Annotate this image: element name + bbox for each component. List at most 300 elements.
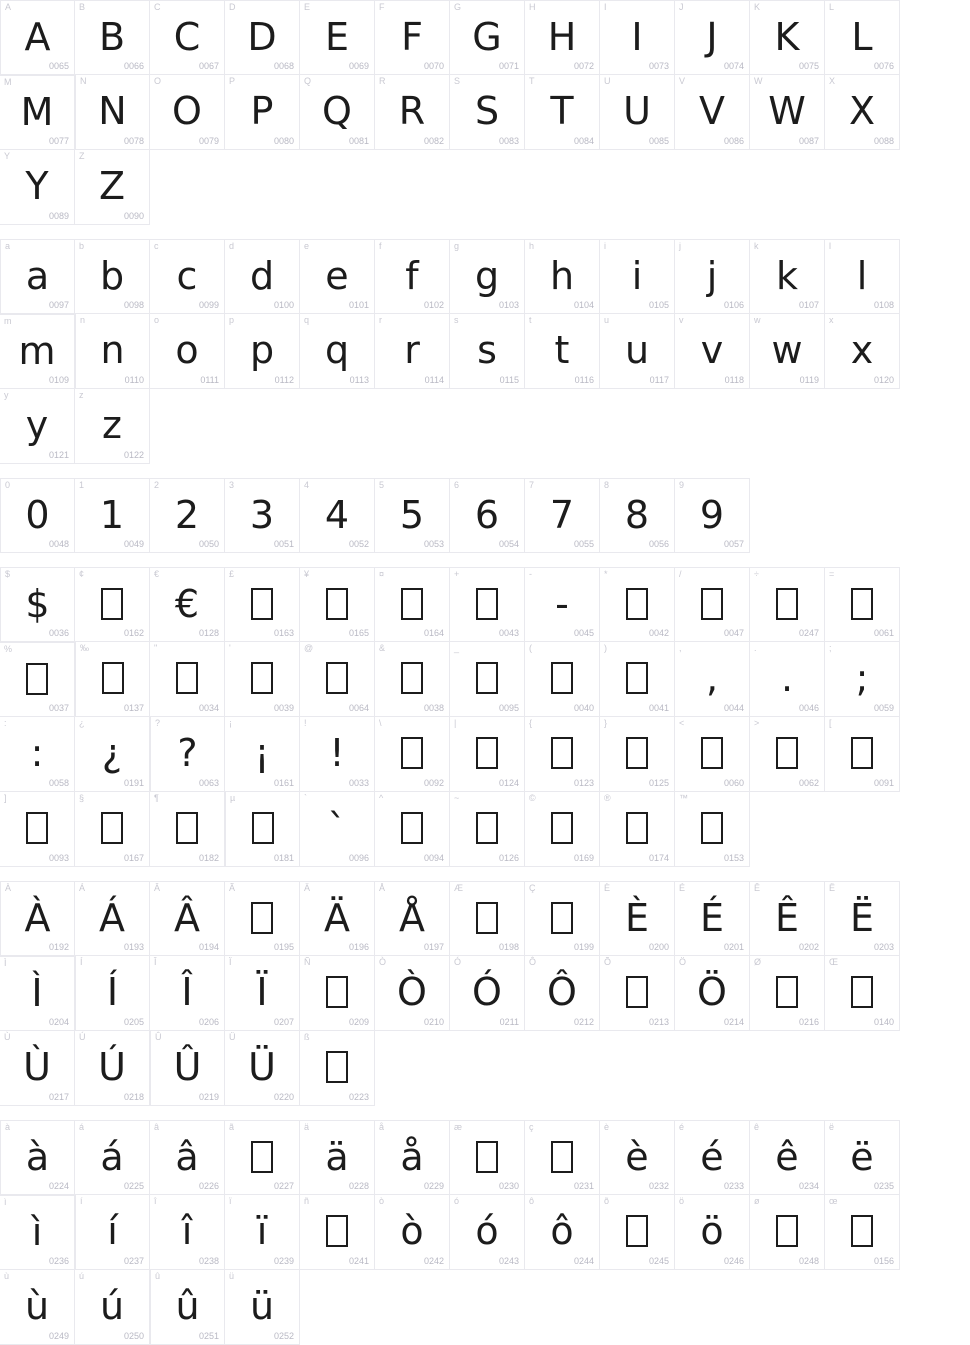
glyph-cell[interactable] — [525, 75, 600, 150]
glyph-cell-code: 0113 — [349, 375, 369, 385]
glyph-cell[interactable] — [525, 478, 600, 553]
glyph-cell[interactable] — [375, 478, 450, 553]
glyph-cell[interactable] — [0, 717, 75, 792]
glyph-cell[interactable] — [75, 956, 150, 1031]
glyph-cell[interactable] — [600, 881, 675, 956]
glyph-cell[interactable] — [0, 956, 75, 1031]
glyph-cell[interactable] — [375, 642, 450, 717]
glyph-cell-code: 0090 — [123, 211, 144, 221]
glyph-cell[interactable] — [750, 717, 825, 792]
glyph-cell-char-label: 0 — [5, 480, 11, 490]
glyph-cell[interactable] — [0, 239, 75, 314]
glyph-character: Z — [98, 164, 126, 208]
glyph-cell[interactable] — [225, 567, 300, 642]
glyph-cell-char-label: Ì — [4, 958, 7, 968]
glyph-cell-char-label: - — [529, 569, 532, 579]
glyph-cell[interactable] — [300, 717, 375, 792]
glyph-cell-code: 0058 — [48, 778, 69, 788]
glyph-cell[interactable] — [825, 239, 900, 314]
glyph-character: 4 — [324, 492, 350, 537]
glyph-character: í — [107, 1209, 118, 1253]
glyph-cell[interactable] — [300, 0, 375, 75]
glyph-character: z — [102, 403, 122, 447]
glyph-character: ï — [256, 1209, 268, 1253]
glyph-cell[interactable] — [525, 717, 600, 792]
glyph-character: j — [706, 253, 718, 298]
glyph-cell-code: 0115 — [499, 375, 519, 385]
glyph-character: r — [404, 328, 420, 372]
glyph-character: ú — [99, 1284, 125, 1328]
glyph-cell[interactable] — [150, 478, 225, 553]
glyph-character: é — [700, 1134, 724, 1179]
glyph-cell-char-label: Á — [79, 883, 86, 893]
glyph-cell-code: 0195 — [273, 942, 294, 952]
glyph-cell-code: 0214 — [723, 1017, 744, 1027]
glyph-character: E — [324, 14, 349, 59]
glyph-cell[interactable] — [150, 239, 225, 314]
glyph-cell-code: 0056 — [648, 539, 669, 549]
glyph-cell[interactable] — [0, 642, 75, 717]
glyph-cell[interactable] — [75, 1031, 150, 1106]
glyph-cell[interactable] — [825, 75, 900, 150]
glyph-cell-code: 0228 — [348, 1181, 369, 1191]
glyph-cell[interactable] — [150, 1195, 225, 1270]
glyph-cell-char-label: O — [154, 76, 162, 86]
glyph-cell[interactable] — [450, 75, 525, 150]
glyph-cell[interactable] — [600, 792, 675, 867]
glyph-cell[interactable] — [300, 478, 375, 553]
glyph-cell-char-label: Ò — [379, 957, 387, 967]
glyph-cell-code: 0119 — [799, 375, 819, 385]
glyph-cell-code: 0234 — [798, 1181, 819, 1191]
glyph-character: 3 — [249, 492, 275, 537]
glyph-cell[interactable] — [675, 956, 750, 1031]
glyph-cell[interactable] — [675, 792, 750, 867]
glyph-cell[interactable] — [450, 478, 525, 553]
glyph-cell[interactable] — [150, 642, 225, 717]
glyph-character: o — [175, 328, 199, 372]
glyph-character: 1 — [99, 492, 125, 537]
glyph-cell[interactable] — [450, 956, 525, 1031]
glyph-cell-char-label: ¿ — [79, 718, 85, 728]
glyph-cell[interactable] — [450, 1195, 525, 1270]
glyph-cell[interactable] — [75, 567, 150, 642]
glyph-cell-code: 0073 — [648, 61, 669, 71]
glyph-cell[interactable] — [0, 389, 75, 464]
glyph-cell[interactable] — [825, 642, 900, 717]
glyph-cell[interactable] — [525, 956, 600, 1031]
glyph-cell[interactable] — [600, 0, 675, 75]
glyph-cell[interactable] — [450, 239, 525, 314]
glyph-cell-char-label: A — [5, 2, 12, 12]
glyph-cell-char-label: | — [454, 718, 457, 728]
glyph-character: ò — [400, 1209, 424, 1253]
glyph-cell[interactable] — [750, 75, 825, 150]
glyph-character: U — [623, 89, 651, 133]
glyph-cell[interactable] — [75, 150, 150, 225]
glyph-cell[interactable] — [300, 642, 375, 717]
glyph-cell[interactable] — [525, 881, 600, 956]
glyph-cell[interactable] — [450, 1120, 525, 1195]
glyph-cell[interactable] — [225, 792, 300, 867]
glyph-cell-char-label: é — [679, 1122, 685, 1132]
glyph-cell[interactable] — [75, 1270, 150, 1345]
glyph-cell[interactable] — [675, 0, 750, 75]
glyph-cell-char-label: W — [754, 76, 763, 86]
glyph-cell[interactable] — [75, 642, 150, 717]
glyph-cell-code: 0218 — [123, 1092, 144, 1102]
glyph-cell[interactable] — [375, 1120, 450, 1195]
glyph-cell-code: 0224 — [48, 1181, 69, 1191]
glyph-cell[interactable] — [300, 567, 375, 642]
glyph-cell[interactable] — [600, 314, 675, 389]
glyph-cell-code: 0164 — [423, 628, 444, 638]
glyph-cell[interactable] — [300, 75, 375, 150]
glyph-cell-code: 0193 — [123, 942, 144, 952]
glyph-cell[interactable] — [750, 239, 825, 314]
glyph-cell[interactable] — [525, 314, 600, 389]
glyph-cell[interactable] — [600, 642, 675, 717]
glyph-cell-code: 0192 — [48, 942, 69, 952]
glyph-cell-code: 0231 — [573, 1181, 594, 1191]
glyph-cell[interactable] — [75, 717, 150, 792]
glyph-cell-code: 0105 — [648, 300, 669, 310]
glyph-cell-code: 0092 — [423, 778, 444, 788]
glyph-cell-code: 0216 — [798, 1017, 819, 1027]
glyph-cell-char-label: g — [454, 241, 460, 251]
glyph-cell-char-label: Û — [155, 1032, 162, 1042]
glyph-cell[interactable] — [525, 1120, 600, 1195]
glyph-cell-char-label: ^ — [379, 793, 384, 803]
glyph-cell-char-label: o — [154, 315, 160, 325]
glyph-cell-code: 0182 — [198, 853, 219, 863]
glyph-character: ¿ — [101, 731, 123, 775]
glyph-cell[interactable] — [825, 1120, 900, 1195]
glyph-cell-char-label: Ã — [229, 883, 236, 893]
glyph-character: 6 — [474, 492, 500, 537]
glyph-cell-code: 0210 — [423, 1017, 444, 1027]
glyph-cell[interactable] — [150, 717, 225, 792]
glyph-cell-char-label: Ê — [754, 883, 761, 893]
glyph-cell-code: 0153 — [723, 853, 744, 863]
glyph-cell[interactable] — [0, 0, 75, 75]
glyph-cell[interactable] — [0, 881, 75, 956]
glyph-cell-code: 0161 — [273, 778, 294, 788]
glyph-cell[interactable] — [0, 478, 75, 553]
glyph-cell[interactable] — [675, 478, 750, 553]
glyph-cell[interactable] — [0, 150, 75, 225]
glyph-cell[interactable] — [300, 956, 375, 1031]
glyph-cell-code: 0163 — [273, 628, 294, 638]
glyph-cell[interactable] — [675, 881, 750, 956]
glyph-cell[interactable] — [600, 1120, 675, 1195]
glyph-character: Î — [181, 970, 193, 1014]
glyph-cell[interactable] — [375, 792, 450, 867]
glyph-character: ü — [249, 1284, 275, 1328]
glyph-cell[interactable] — [825, 314, 900, 389]
glyph-character: b — [99, 253, 125, 298]
glyph-cell[interactable] — [150, 1270, 225, 1345]
glyph-cell[interactable] — [225, 1270, 300, 1345]
glyph-cell-code: 0102 — [423, 300, 444, 310]
glyph-cell-char-label: ® — [604, 793, 611, 803]
glyph-cell-code: 0206 — [198, 1017, 219, 1027]
glyph-cell[interactable] — [825, 567, 900, 642]
glyph-cell-char-label: Î — [154, 957, 157, 967]
glyph-cell[interactable] — [525, 1195, 600, 1270]
glyph-cell[interactable] — [225, 0, 300, 75]
glyph-cell-char-label: + — [454, 569, 460, 579]
glyph-cell-char-label: G — [454, 2, 462, 12]
glyph-cell[interactable] — [0, 1195, 75, 1270]
glyph-character: 5 — [399, 492, 425, 537]
glyph-cell[interactable] — [225, 881, 300, 956]
glyph-cell[interactable] — [150, 75, 225, 150]
glyph-cell[interactable] — [825, 956, 900, 1031]
glyph-cell[interactable] — [450, 0, 525, 75]
glyph-cell[interactable] — [150, 956, 225, 1031]
glyph-cell[interactable] — [150, 881, 225, 956]
glyph-cell[interactable] — [75, 0, 150, 75]
glyph-cell[interactable] — [300, 239, 375, 314]
glyph-cell[interactable] — [600, 717, 675, 792]
glyph-cell[interactable] — [825, 1195, 900, 1270]
glyph-cell-char-label: ¥ — [304, 569, 310, 579]
glyph-cell[interactable] — [75, 881, 150, 956]
glyph-cell[interactable] — [300, 314, 375, 389]
glyph-cell[interactable] — [750, 567, 825, 642]
glyph-cell-code: 0122 — [123, 450, 144, 460]
glyph-cell-code: 0094 — [423, 853, 444, 863]
glyph-cell[interactable] — [675, 642, 750, 717]
glyph-cell[interactable] — [375, 314, 450, 389]
glyph-cell-code: 0052 — [348, 539, 369, 549]
glyph-cell-char-label: ' — [229, 643, 231, 653]
glyph-cell[interactable] — [150, 792, 225, 867]
glyph-cell[interactable] — [225, 75, 300, 150]
glyph-cell[interactable] — [0, 792, 75, 867]
glyph-character: è — [625, 1134, 649, 1179]
glyph-cell[interactable] — [600, 1195, 675, 1270]
glyph-cell[interactable] — [750, 881, 825, 956]
glyph-cell-char-label: M — [4, 77, 12, 87]
glyph-cell[interactable] — [300, 1195, 375, 1270]
glyph-cell[interactable] — [150, 1120, 225, 1195]
glyph-cell-char-label: Ü — [229, 1032, 236, 1042]
glyph-block-uppercase-latin — [0, 0, 970, 225]
glyph-character: Ä — [324, 895, 350, 940]
glyph-cell[interactable] — [150, 314, 225, 389]
glyph-cell[interactable] — [450, 881, 525, 956]
glyph-cell-char-label: Z — [79, 151, 85, 161]
glyph-block-accented-lowercase — [0, 1120, 970, 1345]
glyph-character: Ê — [774, 895, 799, 940]
glyph-cell[interactable] — [0, 1270, 75, 1345]
glyph-cell[interactable] — [675, 314, 750, 389]
glyph-cell[interactable] — [75, 239, 150, 314]
glyph-cell[interactable] — [525, 792, 600, 867]
glyph-cell-code: 0072 — [573, 61, 594, 71]
glyph-cell-char-label: § — [79, 793, 85, 803]
glyph-cell[interactable] — [450, 717, 525, 792]
glyph-cell-char-label: œ — [829, 1196, 838, 1206]
glyph-character: â — [175, 1134, 199, 1179]
glyph-cell-code: 0036 — [48, 628, 69, 638]
glyph-cell[interactable] — [75, 75, 150, 150]
glyph-cell-char-label: I — [604, 2, 607, 12]
glyph-cell-code: 0053 — [423, 539, 444, 549]
glyph-cell-char-label: T — [529, 76, 535, 86]
glyph-character: . — [780, 656, 794, 700]
glyph-cell[interactable] — [675, 567, 750, 642]
glyph-cell-code: 0039 — [273, 703, 294, 713]
glyph-cell-code: 0126 — [498, 853, 519, 863]
glyph-cell[interactable] — [525, 567, 600, 642]
glyph-cell[interactable] — [225, 956, 300, 1031]
glyph-cell[interactable] — [750, 1195, 825, 1270]
glyph-cell[interactable] — [750, 0, 825, 75]
glyph-character: J — [706, 14, 718, 59]
glyph-cell-char-label: v — [679, 315, 684, 325]
glyph-cell-code: 0125 — [648, 778, 669, 788]
glyph-cell-char-label: @ — [304, 643, 314, 653]
glyph-cell[interactable] — [600, 239, 675, 314]
glyph-cell[interactable] — [225, 239, 300, 314]
glyph-cell[interactable] — [0, 1031, 75, 1106]
glyph-cell[interactable] — [675, 1120, 750, 1195]
glyph-cell-code: 0079 — [198, 136, 219, 146]
glyph-cell-char-label: Å — [379, 883, 386, 893]
glyph-cell-code: 0241 — [348, 1256, 369, 1266]
glyph-cell[interactable] — [675, 75, 750, 150]
glyph-character: a — [25, 253, 50, 298]
glyph-cell-code: 0235 — [873, 1181, 894, 1191]
glyph-cell[interactable] — [450, 567, 525, 642]
glyph-cell[interactable] — [300, 1031, 375, 1106]
glyph-cell[interactable] — [75, 1120, 150, 1195]
glyph-cell-code: 0249 — [48, 1331, 69, 1341]
glyph-cell[interactable] — [375, 239, 450, 314]
glyph-cell[interactable] — [150, 567, 225, 642]
glyph-cell-char-label: 8 — [604, 480, 610, 490]
glyph-cell[interactable] — [75, 314, 150, 389]
glyph-cell[interactable] — [750, 1120, 825, 1195]
glyph-cell[interactable] — [225, 642, 300, 717]
glyph-character: x — [850, 328, 874, 372]
glyph-cell-code: 0085 — [648, 136, 669, 146]
glyph-cell-char-label: N — [80, 76, 87, 86]
glyph-character: ¡ — [254, 731, 270, 775]
glyph-cell[interactable] — [600, 75, 675, 150]
glyph-cell[interactable] — [225, 1195, 300, 1270]
glyph-cell[interactable] — [825, 717, 900, 792]
glyph-character: ; — [855, 656, 869, 700]
glyph-cell[interactable] — [600, 478, 675, 553]
glyph-cell[interactable] — [750, 956, 825, 1031]
glyph-cell-code: 0067 — [198, 61, 219, 71]
glyph-cell[interactable] — [825, 0, 900, 75]
glyph-cell[interactable] — [375, 956, 450, 1031]
glyph-cell[interactable] — [375, 881, 450, 956]
glyph-cell-code: 0137 — [123, 703, 144, 713]
glyph-cell[interactable] — [450, 314, 525, 389]
glyph-cell-char-label: ™ — [679, 793, 688, 803]
glyph-cell[interactable] — [150, 0, 225, 75]
glyph-cell[interactable] — [375, 717, 450, 792]
glyph-cell[interactable] — [525, 642, 600, 717]
glyph-cell[interactable] — [825, 881, 900, 956]
glyph-cell-code: 0099 — [198, 300, 219, 310]
glyph-cell[interactable] — [375, 1195, 450, 1270]
glyph-cell[interactable] — [225, 717, 300, 792]
glyph-cell[interactable] — [0, 1120, 75, 1195]
glyph-character: 2 — [174, 492, 200, 537]
glyph-cell[interactable] — [300, 881, 375, 956]
glyph-cell-code: 0233 — [723, 1181, 744, 1191]
glyph-character: R — [398, 89, 426, 133]
glyph-cell-char-label: à — [5, 1122, 11, 1132]
glyph-cell-char-label: s — [454, 315, 459, 325]
glyph-cell[interactable] — [600, 956, 675, 1031]
glyph-cell[interactable] — [525, 0, 600, 75]
glyph-character: k — [775, 253, 798, 298]
glyph-cell[interactable] — [375, 0, 450, 75]
glyph-cell[interactable] — [675, 239, 750, 314]
glyph-cell-code: 0194 — [198, 942, 219, 952]
glyph-cell[interactable] — [600, 567, 675, 642]
glyph-cell[interactable] — [225, 1031, 300, 1106]
glyph-cell-code: 0213 — [648, 1017, 669, 1027]
glyph-cell[interactable] — [375, 75, 450, 150]
glyph-character: i — [631, 253, 643, 298]
glyph-cell[interactable] — [450, 792, 525, 867]
glyph-cell-code: 0038 — [423, 703, 444, 713]
glyph-cell[interactable] — [750, 314, 825, 389]
glyph-cell[interactable] — [0, 75, 75, 150]
glyph-cell[interactable] — [75, 792, 150, 867]
glyph-cell[interactable] — [525, 239, 600, 314]
glyph-cell[interactable] — [300, 792, 375, 867]
glyph-cell[interactable] — [300, 1120, 375, 1195]
glyph-cell[interactable] — [750, 642, 825, 717]
glyph-cell[interactable] — [75, 478, 150, 553]
glyph-cell[interactable] — [0, 314, 75, 389]
glyph-cell[interactable] — [450, 642, 525, 717]
glyph-cell-code: 0086 — [723, 136, 744, 146]
glyph-cell[interactable] — [375, 567, 450, 642]
glyph-cell[interactable] — [75, 1195, 150, 1270]
glyph-character: û — [175, 1284, 200, 1328]
glyph-cell-char-label: D — [229, 2, 236, 12]
glyph-character: l — [856, 253, 868, 298]
glyph-cell[interactable] — [675, 1195, 750, 1270]
glyph-cell-code: 0076 — [873, 61, 894, 71]
glyph-cell-char-label: È — [604, 883, 611, 893]
glyph-cell[interactable] — [225, 1120, 300, 1195]
glyph-cell[interactable] — [75, 389, 150, 464]
glyph-character: Ë — [849, 895, 874, 940]
glyph-cell-char-label: n — [80, 315, 86, 325]
glyph-cell[interactable] — [675, 717, 750, 792]
glyph-cell[interactable] — [225, 314, 300, 389]
glyph-cell-char-label: ) — [604, 643, 607, 653]
glyph-cell[interactable] — [150, 1031, 225, 1106]
glyph-cell-char-label: Y — [4, 151, 11, 161]
glyph-cell[interactable] — [225, 478, 300, 553]
glyph-character: 7 — [549, 492, 575, 537]
glyph-cell-char-label: x — [829, 315, 834, 325]
glyph-cell[interactable] — [0, 567, 75, 642]
